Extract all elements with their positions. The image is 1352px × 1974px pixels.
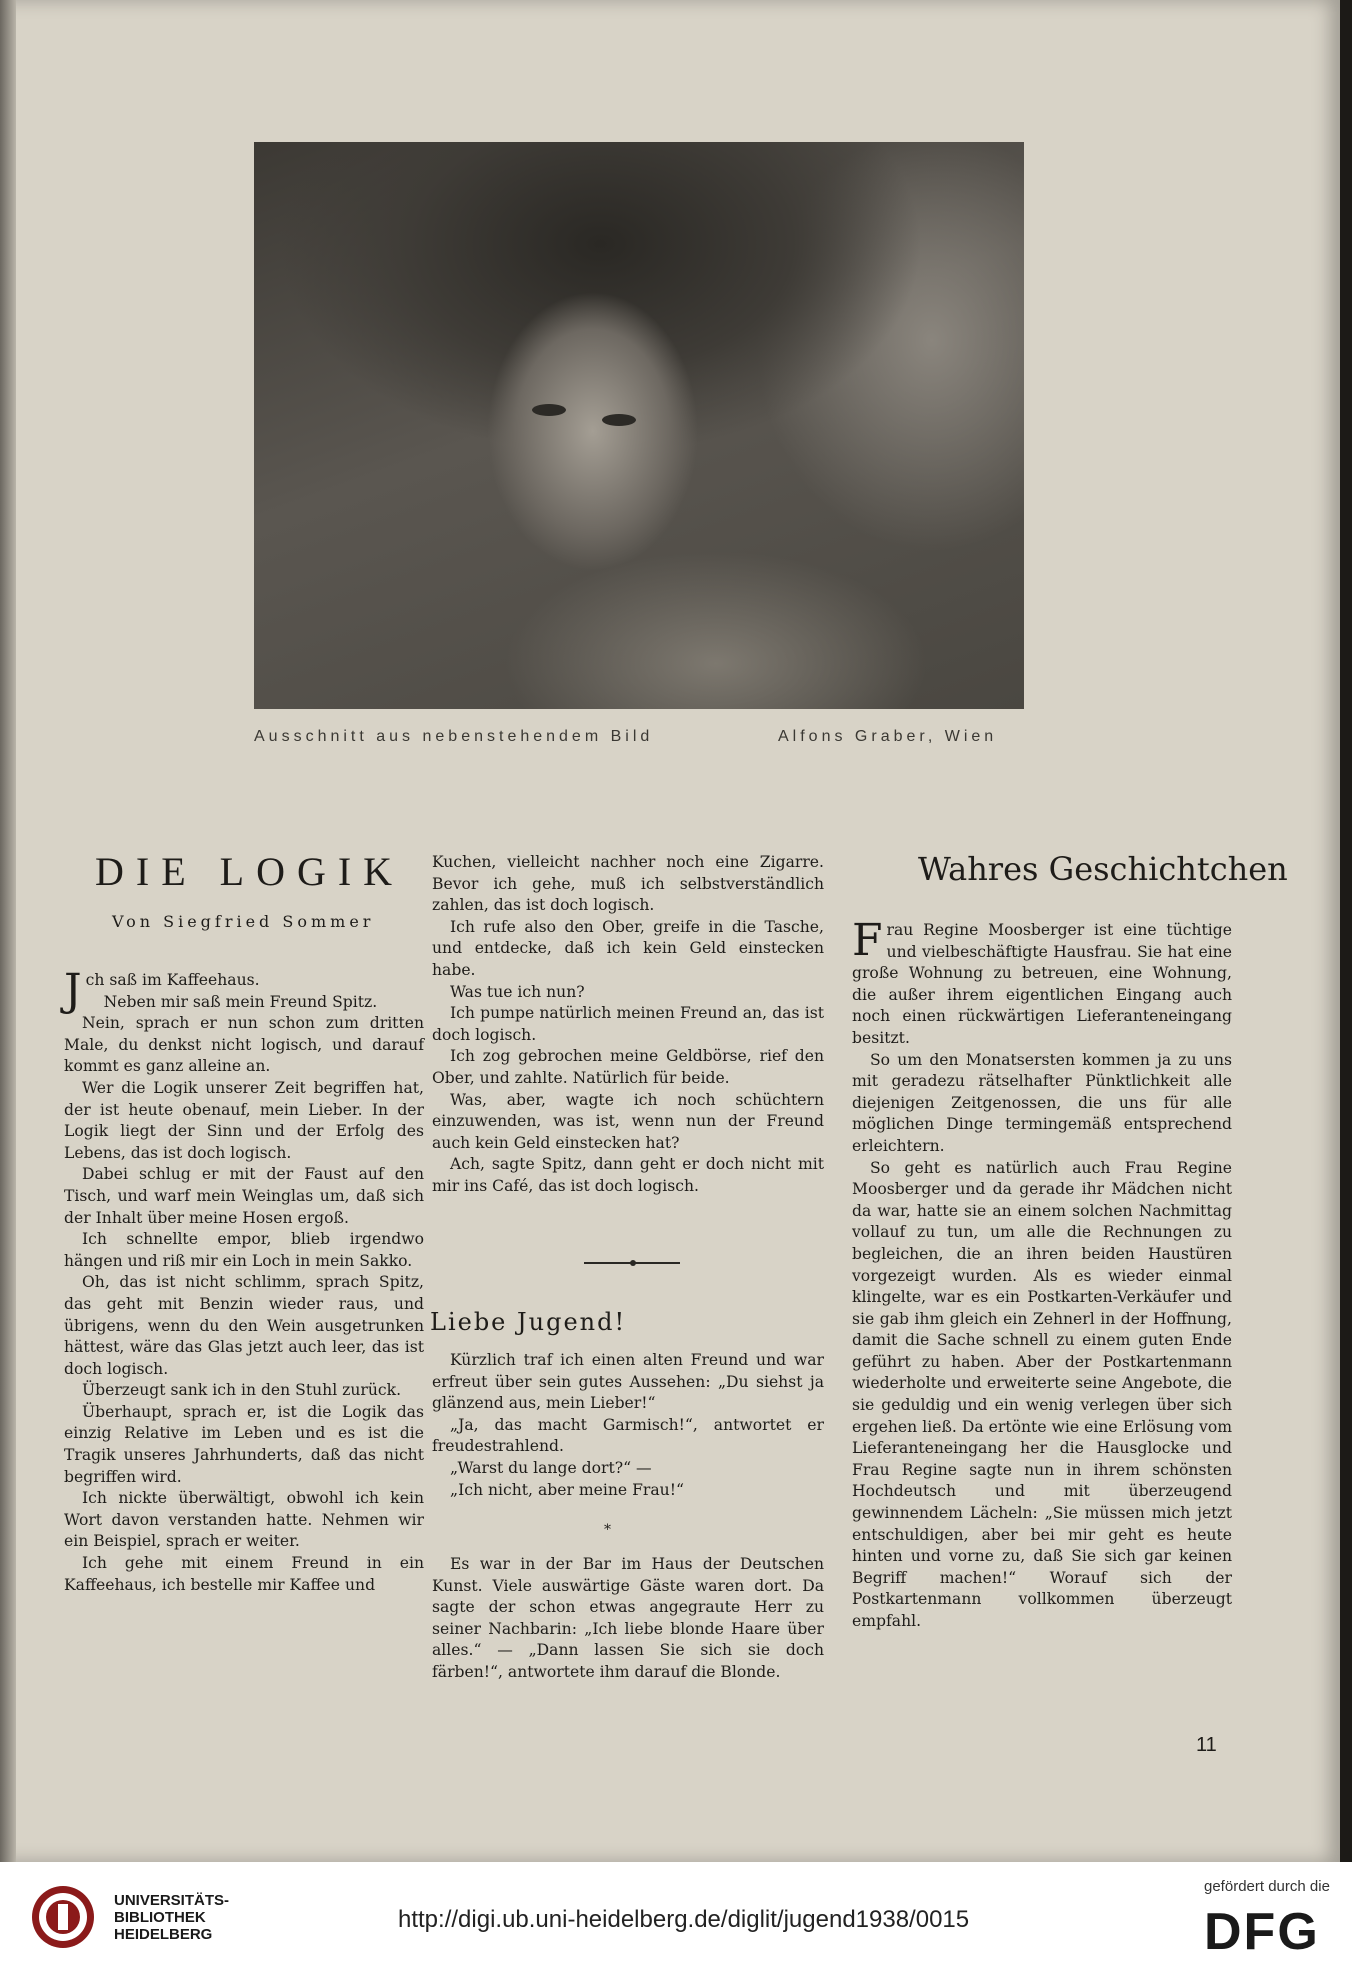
paragraph: Ich gehe mit einem Freund in ein Kaffeehaus, ich bestelle mir Kaffee und <box>64 1554 424 1594</box>
paragraph: „Ich nicht, aber meine Frau!“ <box>450 1480 684 1499</box>
paragraph: Ich rufe also den Ober, greife in die Tasche, und entdecke, daß ich kein Geld einstecken habe. <box>432 917 824 979</box>
paragraph: „Ja, das macht Garmisch!“, antwortet er freudestrahlend. <box>432 1415 824 1456</box>
portrait-photo <box>254 142 1024 709</box>
separator-star: * <box>604 1522 611 1538</box>
photo-caption-left: Ausschnitt aus nebenstehendem Bild <box>254 728 654 745</box>
dropcap: J <box>64 965 82 1016</box>
column-logik-continued <box>432 852 824 1198</box>
column-liebe-jugend-2 <box>432 1554 824 1684</box>
university-seal-icon <box>30 1884 96 1950</box>
paragraph: Nein, sprach er nun schon zum dritten Male, du denkst nicht logisch, und darauf kommt es ganz alleine an. <box>64 1014 424 1076</box>
paragraph: Ich pumpe natürlich meinen Freund an, das ist doch logisch. <box>432 1004 824 1044</box>
paragraph: So um den Monatsersten kommen ja zu uns mit geradezu rätselhafter Pünktlichkeit alle diejenigen Zeitgenossen, die uns für alle möglichen Dinge termingemäß entsprechend erleichtern. <box>852 1050 1232 1155</box>
paragraph: Ach, sagte Spitz, dann geht er doch nicht mit mir ins Café, das ist doch logisch. <box>432 1155 824 1195</box>
paragraph: Oh, das ist nicht schlimm, sprach Spitz, das geht mit Benzin wieder raus, und übrigens, wenn du den Wein ausgetrunken hättest, wäre das Glas jetzt auch leer, das ist doch logisch. <box>64 1273 424 1378</box>
section-divider-dot <box>630 1260 636 1266</box>
paragraph: Ich zog gebrochen meine Geldbörse, rief den Ober, und zahlte. Natürlich für beide. <box>432 1047 824 1087</box>
paragraph: Ich nickte überwältigt, obwohl ich kein Wort davon verstanden hatte. Nehmen wir ein Beispiel, sprach er weiter. <box>64 1489 424 1551</box>
page-spine-shadow <box>0 0 16 1862</box>
paragraph: Jch saß im Kaffeehaus. <box>64 965 260 1016</box>
source-url[interactable]: http://digi.ub.uni-heidelberg.de/diglit/jugend1938/0015 <box>398 1906 970 1933</box>
paragraph: Was, aber, wagte ich noch schüchtern einzuwenden, was ist, wenn nun der Freund auch kein Geld einstecken hat? <box>432 1090 824 1152</box>
paragraph: Wer die Logik unserer Zeit begriffen hat, der ist heute obenauf, mein Lieber. In der Logik liegt der Sinn und der Erfolg des Lebens, das ist doch logisch. <box>64 1078 424 1162</box>
paragraph: So geht es natürlich auch Frau Regine Moosberger und da gerade ihr Mädchen nicht da war, hatte sie an einem solchen Nachmittag vollauf zu tun, um alle die Rechnungen zu begleichen, die an ihren beiden Haustüren vorgezeigt wurden. Als es wieder einmal klingelte, war es ein Postkarten-Verkäufer und sie gab ihm gleich ein Zehnerl in der Hoffnung, damit die Sache schnell zu einem guten Ende geführt zu haben. Aber der Postkartenmann wiederholte und erweiterte seine Angebote, die sie geduldig und ein wenig verlegen über sich ergehen ließ. Da ertönte wie eine Erlösung vom Lieferanteneingang her die Hausglocke und Frau Regine sagte nun in ihrem schönsten Hochdeutsch und mit überzeugend gewinnendem Lächeln: „Sie müssen mich jetzt entschuldigen, aber bei mir geht es heute hinten und vorne zu, daß Sie sich gar keinen Begriff machen!“ Worauf sich der Postkartenmann vollkommen überzeugt empfahl. <box>852 1158 1232 1630</box>
paragraph: Kuchen, vielleicht nachher noch eine Zigarre. Bevor ich gehe, muß ich selbstverständlich zahlen, das ist doch logisch. <box>432 853 824 915</box>
paragraph: Neben mir saß mein Freund Spitz. <box>103 992 378 1011</box>
paragraph: Überhaupt, sprach er, ist die Logik das einzig Relative im Leben und es ist die Tragik unseres Jahrhunderts, daß das nicht begriffen wird. <box>64 1402 424 1486</box>
section-title-liebe-jugend: Liebe Jugend! <box>430 1308 627 1336</box>
paragraph: Es war in der Bar im Haus der Deutschen Kunst. Viele auswärtige Gäste waren dort. Da sagte der schon etwas angegraute Herr zu seiner Nachbarin: „Ich liebe blonde Haare über alles.“ — „Dann lassen Sie sich sie doch färben!“, antwortete ihm darauf die Blonde. <box>432 1555 824 1681</box>
column-liebe-jugend <box>432 1350 824 1501</box>
paragraph: Dabei schlug er mit der Faust auf den Tisch, und warf mein Weinglas um, daß sich der Inhalt über meine Hosen ergoß. <box>64 1165 424 1227</box>
photo-caption-right: Alfons Graber, Wien <box>778 728 998 745</box>
paragraph: „Warst du lange dort?“ — <box>450 1458 652 1477</box>
paragraph: Was tue ich nun? <box>450 982 585 1001</box>
paragraph: Frau Regine Moosberger ist eine tüchtige und vielbeschäftigte Hausfrau. Sie hat eine große Wohnung zu betreuen, eine Wohnung, die außer ihrem eigentlichen Eingang auch noch einen rückwärtigen Lieferanteneingang besitzt. <box>852 915 1232 1047</box>
article-byline: Von Siegfried Sommer <box>112 912 375 931</box>
page-number: 11 <box>1196 1734 1217 1756</box>
paragraph: Kürzlich traf ich einen alten Freund und war erfreut über sein gutes Aussehen: „Du siehst ja glänzend aus, mein Lieber!“ <box>432 1351 824 1413</box>
dfg-logo: DFG <box>1204 1903 1320 1961</box>
institution-name: UNIVERSITÄTS- BIBLIOTHEK HEIDELBERG <box>114 1892 230 1943</box>
column-logik <box>64 965 424 1596</box>
article-title-wahres-geschichtchen: Wahres Geschichtchen <box>918 850 1288 888</box>
column-wahres-geschichtchen <box>852 915 1232 1633</box>
paragraph: Überzeugt sank ich in den Stuhl zurück. <box>82 1381 402 1400</box>
photo-eye-left <box>532 404 566 416</box>
dropcap: F <box>852 915 883 966</box>
funding-caption: gefördert durch die <box>1204 1878 1330 1895</box>
digitization-footer <box>0 1862 1352 1974</box>
article-title-logik: DIE LOGIK <box>95 849 405 894</box>
photo-eye-right <box>602 414 636 426</box>
paragraph: Ich schnellte empor, blieb irgendwo hängen und riß mir ein Loch in mein Sakko. <box>64 1230 424 1270</box>
